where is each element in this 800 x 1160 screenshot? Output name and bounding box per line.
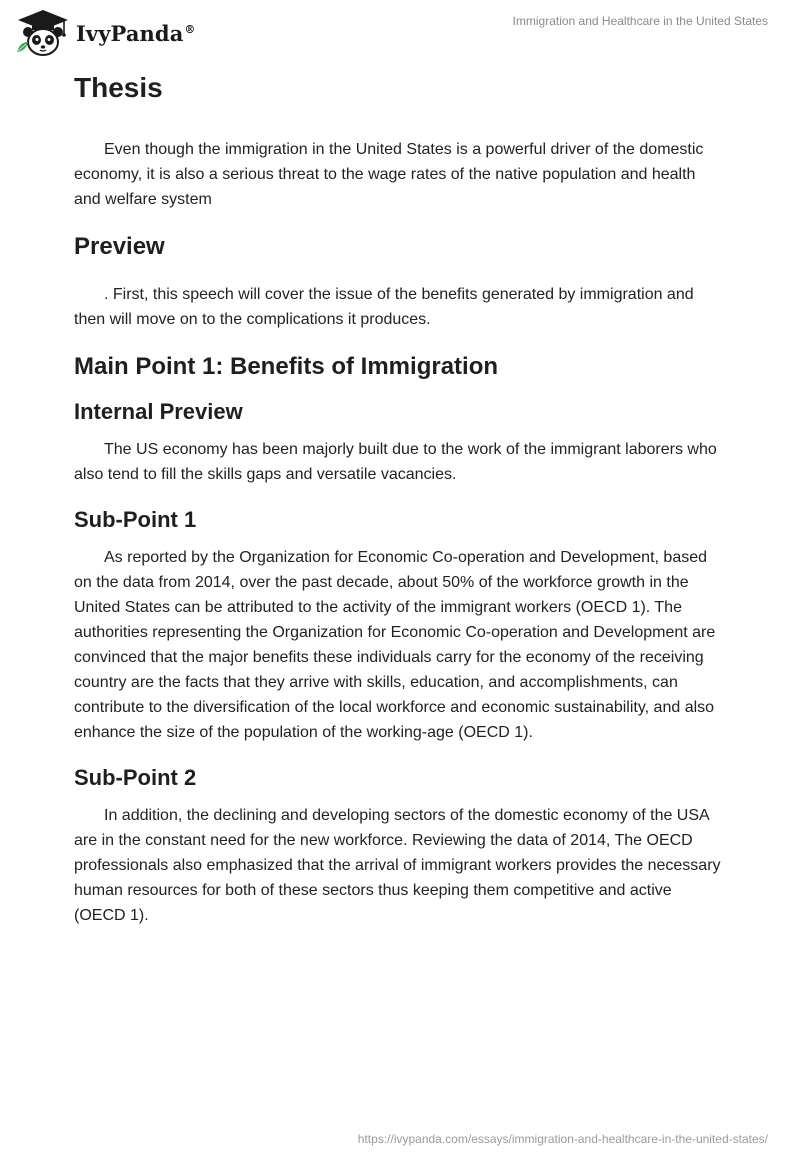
preview-paragraph: . First, this speech will cover the issue of the benefits generated by immigration and then will move on to the complications it produces.: [74, 286, 694, 328]
document-title: Immigration and Healthcare in the United States: [512, 14, 768, 28]
page-header: [0, 0, 800, 62]
ivypanda-logo[interactable]: [14, 8, 196, 58]
main-point-heading: Main Point 1: Benefits of Immigration: [74, 353, 499, 380]
internal-preview-paragraph: The US economy has been majorly built due to the work of the immigrant laborers who also tend to fill the skills gaps and versatile vacancies.: [74, 441, 717, 483]
thesis-paragraph: Even though the immigration in the United States is a powerful driver of the domestic economy, it is also a serious threat to the wage rates of the native population and health and welfare system: [74, 141, 704, 208]
thesis-heading: Thesis: [74, 72, 163, 103]
internal-preview-heading: Internal Preview: [74, 399, 243, 424]
panda-graduate-icon: [14, 8, 72, 58]
sub-point-1-paragraph: As reported by the Organization for Economic Co-operation and Development, based on the data from 2014, over the past decade, about 50% of the workforce growth in the United States can be attributed to the activity of the immigrant workers (OECD 1). The authorities representing the Organization for Economic Co-operation and Development are convinced that the major benefits these individuals carry for the economy of the receiving country are the facts that they arrive with skills, education, and accomplishments, can contribute to the diversification of the local workforce and economic sustainability, and also enhance the size of the population of the working-age (OECD 1).: [74, 549, 716, 741]
source-url[interactable]: https://ivypanda.com/essays/immigration-and-healthcare-in-the-united-states/: [357, 1132, 768, 1146]
sub-point-2-heading: Sub-Point 2: [74, 765, 197, 790]
essay-content: [74, 72, 724, 928]
sub-point-1-heading: Sub-Point 1: [74, 507, 197, 532]
brand-name: IvyPanda®: [76, 20, 196, 46]
preview-heading: Preview: [74, 233, 165, 260]
sub-point-2-paragraph: In addition, the declining and developing sectors of the domestic economy of the USA are in the constant need for the new workforce. Reviewing the data of 2014, The OECD professionals also emphasized that the arrival of immigrant workers provides the necessary human resources for both of these sectors thus keeping them competitive and active (OECD 1).: [74, 807, 721, 924]
